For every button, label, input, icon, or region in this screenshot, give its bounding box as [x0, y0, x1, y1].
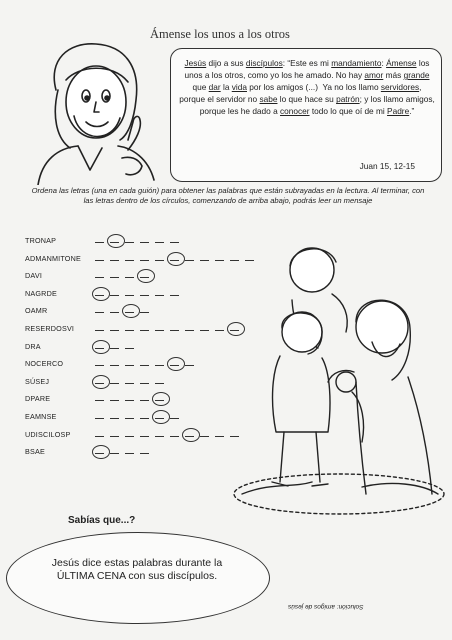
- answer-slot[interactable]: [200, 436, 209, 437]
- message-letter-circle: [182, 428, 200, 442]
- scrambled-word: OAMR: [25, 306, 48, 316]
- scrambled-word: TRONAP: [25, 236, 57, 245]
- scrambled-word: SÚSEJ: [25, 376, 50, 386]
- answer-slot[interactable]: [125, 453, 134, 454]
- answer-slot[interactable]: [155, 418, 164, 419]
- answer-slot[interactable]: [125, 330, 134, 331]
- answer-slot[interactable]: [215, 260, 224, 261]
- answer-slot[interactable]: [155, 383, 164, 384]
- answer-slot[interactable]: [110, 436, 119, 437]
- message-letter-circle: [152, 410, 170, 424]
- answer-slot[interactable]: [215, 330, 224, 331]
- scrambled-word: DAVI: [25, 271, 43, 281]
- answer-slot[interactable]: [140, 436, 149, 437]
- answer-slot[interactable]: [110, 453, 119, 454]
- answer-slot[interactable]: [110, 365, 119, 366]
- answer-slot[interactable]: [110, 295, 119, 296]
- scrambled-word: UDISCILOSP: [25, 429, 71, 439]
- scrambled-word: RESERDOSVI: [25, 324, 75, 333]
- answer-slot[interactable]: [95, 295, 104, 296]
- answer-slot[interactable]: [155, 436, 164, 437]
- answer-slot[interactable]: [110, 312, 119, 313]
- group-hug-illustration: [232, 232, 447, 517]
- answer-slot[interactable]: [125, 312, 134, 313]
- solution-text: Solución: amigos de jesús: [288, 603, 364, 610]
- answer-slot[interactable]: [125, 348, 134, 349]
- answer-slot[interactable]: [140, 365, 149, 366]
- answer-slot[interactable]: [185, 436, 194, 437]
- answer-slot[interactable]: [215, 436, 224, 437]
- answer-slot[interactable]: [170, 365, 179, 366]
- answer-slot[interactable]: [125, 277, 134, 278]
- answer-slot[interactable]: [140, 242, 149, 243]
- answer-slot[interactable]: [140, 418, 149, 419]
- answer-slot[interactable]: [95, 277, 104, 278]
- answer-slot[interactable]: [170, 260, 179, 261]
- answer-slot[interactable]: [95, 453, 104, 454]
- sabias-title: Sabías que...?: [68, 515, 136, 526]
- answer-slot[interactable]: [95, 436, 104, 437]
- answer-slot[interactable]: [125, 383, 134, 384]
- answer-slot[interactable]: [110, 348, 119, 349]
- answer-slot[interactable]: [155, 400, 164, 401]
- message-letter-circle: [122, 304, 140, 318]
- scrambled-word: EAMNSE: [25, 412, 57, 421]
- answer-slot[interactable]: [95, 365, 104, 366]
- answer-slot[interactable]: [140, 295, 149, 296]
- message-letter-circle: [92, 287, 110, 301]
- message-letter-circle: [92, 445, 110, 459]
- answer-slot[interactable]: [125, 436, 134, 437]
- answer-slot[interactable]: [170, 436, 179, 437]
- sabias-ellipse: [6, 532, 270, 624]
- jesus-cartoon-illustration: [8, 30, 168, 185]
- answer-slot[interactable]: [110, 330, 119, 331]
- page-title: Ámense los unos a los otros: [150, 27, 290, 41]
- answer-slot[interactable]: [140, 453, 149, 454]
- scrambled-word: DRA: [25, 341, 41, 351]
- scrambled-word: ADMANMITONE: [25, 253, 81, 263]
- answer-slot[interactable]: [155, 242, 164, 243]
- bible-reference: Juan 15, 12-15: [359, 161, 415, 171]
- message-letter-circle: [107, 234, 125, 248]
- message-letter-circle: [167, 357, 185, 371]
- quote-box: [170, 48, 442, 182]
- scrambled-word: NOCERCO: [25, 359, 64, 369]
- bible-quote-text: Jesús dijo a sus discípulos: “Este es mi mandamiento: Ámense los unos a los otros, como yo los he amado. No hay amor más grande que dar la vida por los amigos (...) Ya no los llamo servidores, porque el servidor no sabe lo que hace su patrón; y los llamo amigos, porque les he dado a conocer todo lo que oí de mi Padre.”: [179, 58, 435, 117]
- answer-slot[interactable]: [125, 260, 134, 261]
- message-letter-circle: [152, 392, 170, 406]
- answer-slot[interactable]: [140, 260, 149, 261]
- sabias-text: Jesús dice estas palabras durante la ÚLTIMA CENA con sus discípulos.: [51, 557, 223, 582]
- answer-slot[interactable]: [95, 260, 104, 261]
- answer-slot[interactable]: [110, 277, 119, 278]
- answer-slot[interactable]: [95, 242, 104, 243]
- instructions: Ordena las letras (una en cada guión) para obtener las palabras que están subrayadas en la lectura. Al terminar, con las letras dentro de los círculos, comenzando de arriba abajo, podrás leer un mensaje: [31, 186, 425, 205]
- answer-slot[interactable]: [125, 418, 134, 419]
- answer-slot[interactable]: [170, 295, 179, 296]
- scrambled-word: DPARE: [25, 394, 51, 404]
- scrambled-word: BSAE: [25, 447, 45, 457]
- message-letter-circle: [167, 252, 185, 266]
- answer-slot[interactable]: [95, 348, 104, 349]
- answer-slot[interactable]: [95, 330, 104, 331]
- answer-slot[interactable]: [185, 260, 194, 261]
- answer-slot[interactable]: [110, 400, 119, 401]
- answer-slot[interactable]: [140, 400, 149, 401]
- answer-slot[interactable]: [110, 260, 119, 261]
- answer-slot[interactable]: [185, 365, 194, 366]
- answer-slot[interactable]: [155, 330, 164, 331]
- answer-slot[interactable]: [185, 330, 194, 331]
- answer-slot[interactable]: [170, 330, 179, 331]
- answer-slot[interactable]: [125, 400, 134, 401]
- answer-slot[interactable]: [200, 330, 209, 331]
- answer-slot[interactable]: [110, 418, 119, 419]
- answer-slot[interactable]: [110, 242, 119, 243]
- answer-slot[interactable]: [155, 365, 164, 366]
- answer-slot[interactable]: [155, 260, 164, 261]
- answer-slot[interactable]: [140, 277, 149, 278]
- answer-slot[interactable]: [140, 312, 149, 313]
- answer-slot[interactable]: [170, 242, 179, 243]
- answer-slot[interactable]: [170, 418, 179, 419]
- answer-slot[interactable]: [95, 383, 104, 384]
- answer-slot[interactable]: [140, 383, 149, 384]
- answer-slot[interactable]: [125, 295, 134, 296]
- answer-slot[interactable]: [95, 400, 104, 401]
- answer-slot[interactable]: [155, 295, 164, 296]
- message-letter-circle: [137, 269, 155, 283]
- scrambled-word: NAGRDE: [25, 288, 57, 298]
- message-letter-circle: [92, 340, 110, 354]
- answer-slot[interactable]: [110, 383, 119, 384]
- message-letter-circle: [92, 375, 110, 389]
- answer-slot[interactable]: [140, 330, 149, 331]
- answer-slot[interactable]: [95, 418, 104, 419]
- answer-slot[interactable]: [125, 242, 134, 243]
- answer-slot[interactable]: [95, 312, 104, 313]
- answer-slot[interactable]: [125, 365, 134, 366]
- answer-slot[interactable]: [200, 260, 209, 261]
